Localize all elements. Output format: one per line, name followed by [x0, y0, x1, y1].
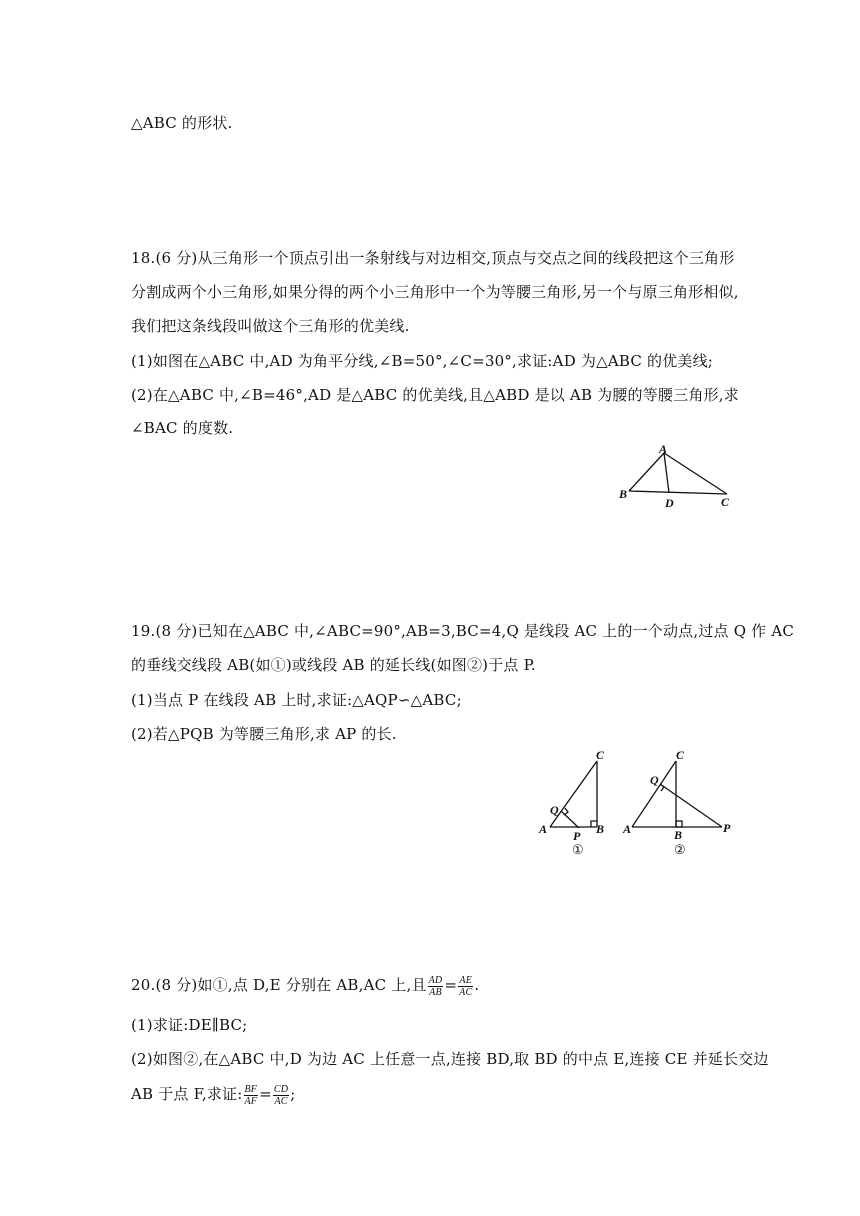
q19-f1-label-b: B	[596, 822, 605, 836]
q20-intro-line	[131, 974, 479, 998]
q20-intro-prefix: 20.(8 分)如①,点 D,E 分别在 AB,AC 上,且	[131, 976, 427, 994]
q20-frac1-numerator: AD	[428, 974, 443, 986]
top-text-line: △ABC 的形状.	[131, 114, 233, 132]
q19-part-1: (1)当点 P 在线段 AB 上时,求证:△AQP∽△ABC;	[131, 691, 462, 709]
q19-intro-line-1: 19.(8 分)已知在△ABC 中,∠ABC=90°,AB=3,BC=4,Q 是线段 AC 上的一个动点,过点 Q 作 AC	[131, 622, 795, 640]
q19-f2-label-p: P	[723, 821, 731, 835]
q20-frac3-numerator: BF	[244, 1083, 258, 1095]
q19-f1-label-q: Q	[550, 803, 559, 817]
q20-fraction-cd-ac	[273, 1084, 289, 1107]
q19-f2-label-q: Q	[650, 773, 659, 787]
q19-f2-label-b: B	[674, 828, 683, 842]
q19-intro-line-2: 的垂线交线段 AB(如①)或线段 AB 的延长线(如图②)于点 P.	[131, 656, 536, 674]
q19-f1-label-c: C	[596, 748, 605, 762]
q18-label-b: B	[619, 487, 628, 501]
q18-part-2-line-2: ∠BAC 的度数.	[131, 419, 234, 437]
q20-frac4-denominator: AC	[274, 1095, 288, 1107]
q20-part-1: (1)求证:DE∥BC;	[131, 1016, 248, 1034]
q20-equals-2: =	[259, 1085, 272, 1103]
q20-frac3-denominator: AF	[244, 1095, 258, 1107]
q19-f1-label-a: A	[539, 822, 548, 836]
q18-intro-line-2: 分割成两个小三角形,如果分得的两个小三角形中一个为等腰三角形,另一个与原三角形相似,	[131, 283, 739, 301]
q19-part-2: (2)若△PQB 为等腰三角形,求 AP 的长.	[131, 725, 397, 743]
q19-figure-1	[535, 745, 615, 857]
q19-f1-label-p: P	[573, 829, 581, 843]
q18-label-c: C	[721, 495, 730, 509]
q18-part-1: (1)如图在△ABC 中,AD 为角平分线,∠B=50°,∠C=30°,求证:AD 为△ABC 的优美线;	[131, 352, 714, 370]
q18-label-a: A	[659, 442, 668, 456]
q18-label-d: D	[665, 496, 674, 510]
q20-frac2-numerator: AE	[459, 974, 473, 986]
q20-part-2-line-2	[131, 1083, 295, 1107]
q19-f2-label-a: A	[623, 822, 632, 836]
q20-part-2-line-1: (2)如图②,在△ABC 中,D 为边 AC 上任意一点,连接 BD,取 BD 的中点 E,连接 CE 并延长交边	[131, 1050, 769, 1068]
q20-intro-end: .	[474, 976, 480, 994]
q20-part2b-end: ;	[290, 1085, 296, 1103]
q20-fraction-ae-ac	[458, 975, 473, 998]
q20-frac2-denominator: AC	[459, 986, 473, 998]
q19-f2-caption: ②	[674, 842, 686, 857]
q18-triangle-figure	[615, 440, 740, 512]
q19-f1-caption: ①	[572, 842, 584, 857]
q19-f2-label-c: C	[676, 748, 685, 762]
q20-frac1-denominator: AB	[429, 986, 442, 998]
q20-fraction-ad-ab	[428, 975, 444, 998]
q18-intro-line-1: 18.(6 分)从三角形一个顶点引出一条射线与对边相交,顶点与交点之间的线段把这个三角形	[131, 249, 735, 267]
q20-fraction-bf-af	[244, 1084, 259, 1107]
q20-part2b-prefix: AB 于点 F,求证:	[131, 1085, 243, 1103]
q18-part-2-line-1: (2)在△ABC 中,∠B=46°,AD 是△ABC 的优美线,且△ABD 是以 AB 为腰的等腰三角形,求	[131, 386, 739, 404]
q19-figure-2	[620, 745, 740, 857]
q20-equals: =	[444, 976, 458, 994]
q18-intro-line-3: 我们把这条线段叫做这个三角形的优美线.	[131, 317, 410, 335]
q20-frac4-numerator: CD	[273, 1083, 289, 1095]
